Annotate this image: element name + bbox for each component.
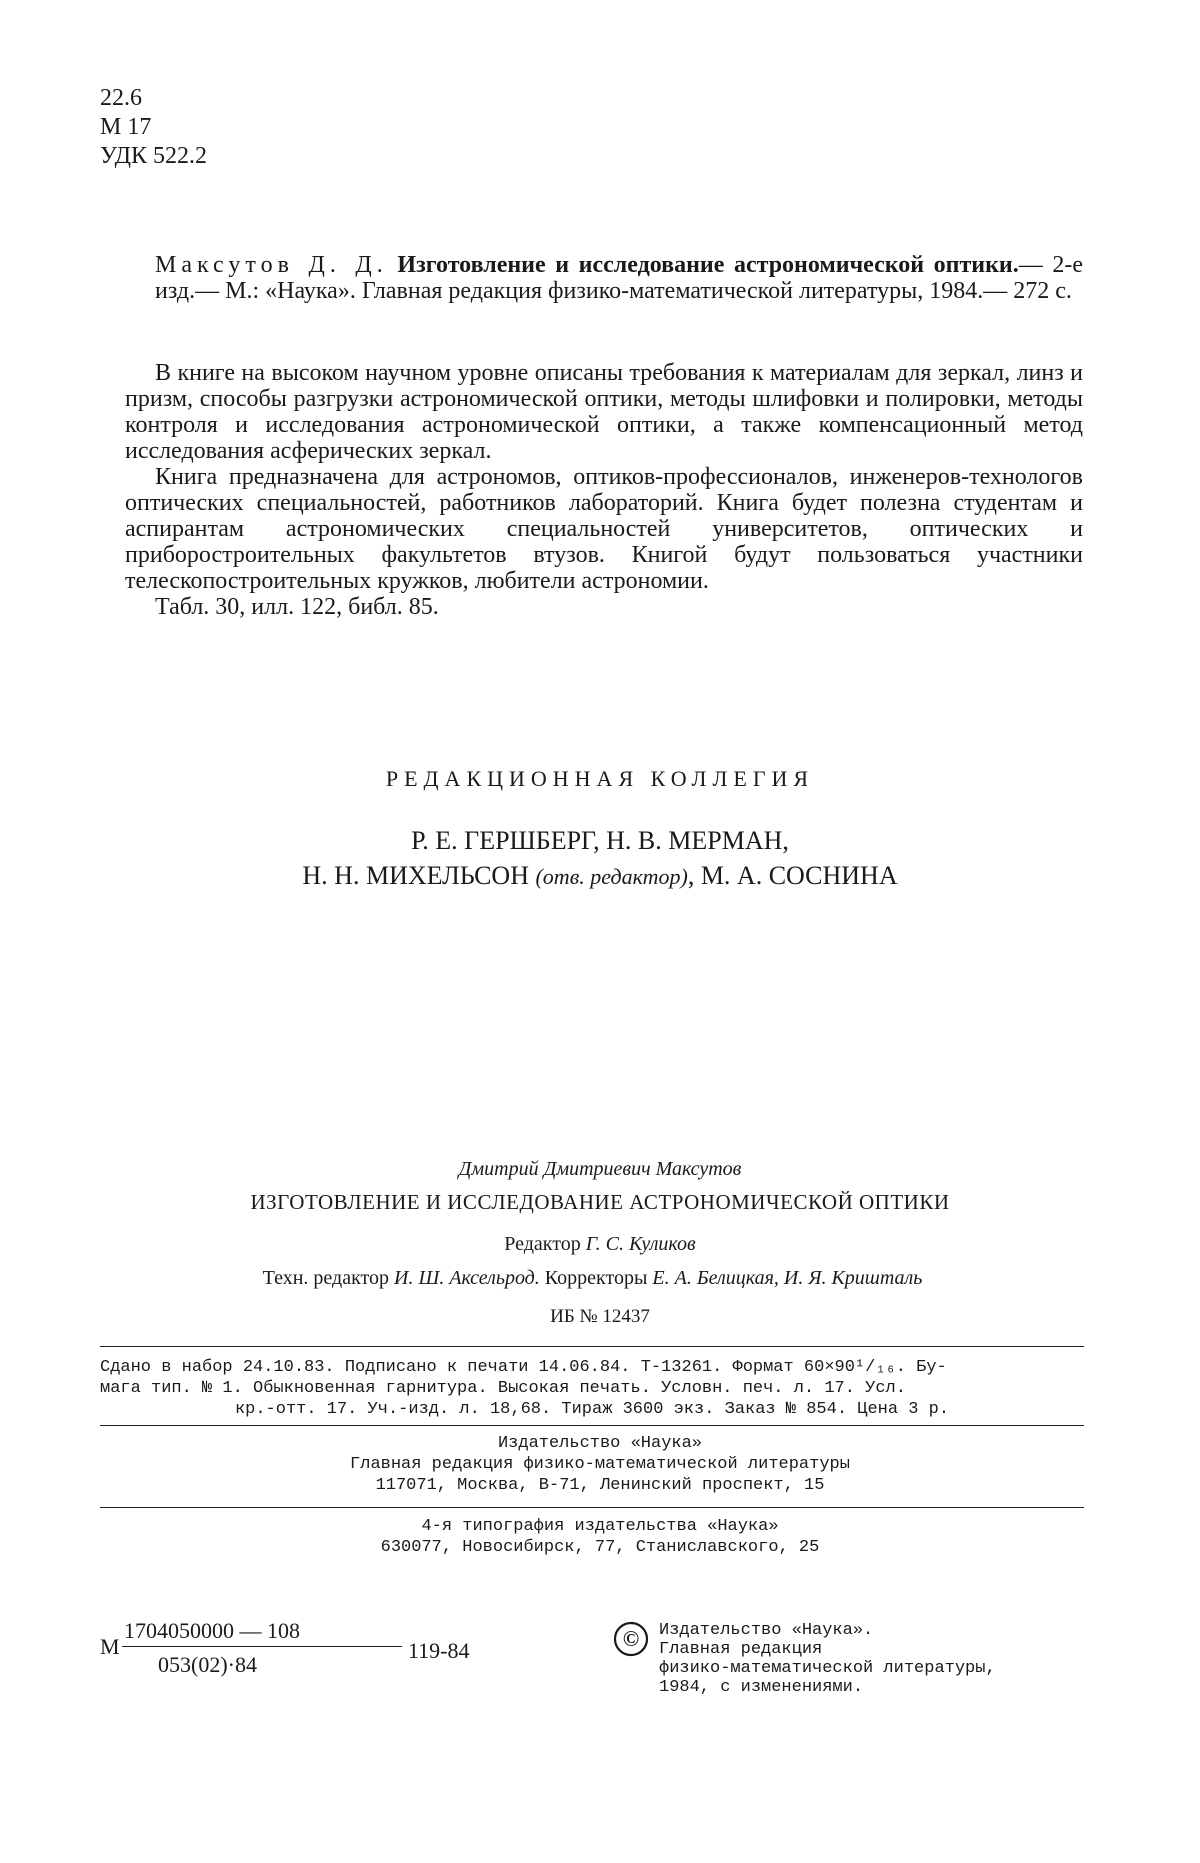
copyright-line-3: физико-математической литературы, [659,1659,996,1678]
udc-index: УДК 522.2 [100,143,207,169]
divider-lower [100,1507,1084,1508]
editorial-board-heading: РЕДАКЦИОННАЯ КОЛЛЕГИЯ [385,766,815,791]
catalog-code-numerator: 1704050000 — 108 [124,1618,300,1643]
abstract [125,360,1083,620]
copyright-icon [613,1621,649,1657]
editorial-board-line-1: Р. Е. ГЕРШБЕРГ, Н. В. МЕРМАН, [411,826,789,855]
publisher-address: 117071, Москва, В-71, Ленинский проспект, 15 [375,1476,825,1495]
publisher-division: Главная редакция физико-математической литературы [350,1455,850,1474]
catalog-code-denominator: 053(02)·84 [158,1652,257,1677]
bibliographic-citation [155,252,1083,304]
citation-title: Изготовление и исследование астрономической оптики. [397,252,1019,278]
editor-label: Редактор [504,1233,586,1255]
publisher-name: Издательство «Наука» [497,1434,703,1453]
classification-block [100,84,207,171]
colophon-technical-staff [100,1267,1085,1290]
copyright-text [659,1621,996,1697]
print-data-block [100,1357,1084,1420]
copyright-symbol: © [622,1626,640,1651]
editorial-board-line-2 [0,861,1200,891]
ib-number: ИБ № 12437 [550,1306,650,1327]
catalog-code-suffix: 119-84 [408,1638,470,1663]
colophon-title: ИЗГОТОВЛЕНИЕ И ИССЛЕДОВАНИЕ АСТРОНОМИЧЕСКОЙ ОПТИКИ [250,1190,950,1214]
printer-address: 630077, Новосибирск, 77, Станиславского, 25 [380,1538,820,1557]
abstract-paragraph-stats: Табл. 30, илл. 122, библ. 85. [155,594,439,620]
citation-author: Максутов Д. Д. [155,252,388,278]
proofreaders-names: Е. А. Белицкая, И. Я. Кришталь [652,1267,923,1289]
tech-editor-name: И. Ш. Аксельрод. [394,1267,540,1289]
print-data-line-1: Сдано в набор 24.10.83. Подписано к печати 14.06.84. Т-13261. Формат 60×90¹/₁₆. Бу- [100,1358,947,1377]
editor-name: Г. С. Куликов [585,1233,696,1255]
board-member-chief: Н. Н. МИХЕЛЬСОН [302,861,536,890]
bbk-index: 22.6 [100,85,142,111]
catalog-code-letter: М [100,1634,120,1659]
printer-block [0,1516,1200,1558]
proofreaders-label: Корректоры [539,1267,653,1289]
abstract-paragraph-audience: Книга предназначена для астрономов, оптиков-профессионалов, инженеров-технологов оптических специальностей, работников лабораторий. Книга будет полезна студентам и аспирантам астрономических специальностей университетов, оптических и приборостроительных факультетов втузов. Книгой будут пользоваться участники телескопостроительных кружков, любители астрономии. [125,464,1083,594]
colophon-editor [0,1233,1200,1256]
author-mark: М 17 [100,114,152,140]
board-role: (отв. редактор) [535,864,688,889]
catalog-code-fraction-line [122,1646,402,1647]
tech-editor-label: Техн. редактор [262,1267,395,1289]
divider-middle [100,1425,1084,1426]
divider-top [100,1346,1084,1347]
publisher-block [0,1433,1200,1496]
print-data-line-2: мага тип. № 1. Обыкновенная гарнитура. Высокая печать. Условн. печ. л. 17. Усл. [100,1379,906,1398]
board-member-last: , М. А. СОСНИНА [687,861,898,890]
printer-name: 4-я типография издательства «Наука» [421,1517,779,1536]
copyright-line-2: Главная редакция [659,1640,823,1659]
copyright-line-1: Издательство «Наука». [659,1621,874,1640]
colophon-author: Дмитрий Дмитриевич Максутов [458,1158,742,1180]
abstract-paragraph-content: В книге на высоком научном уровне описаны требования к материалам для зеркал, линз и призм, способы разгрузки астрономической оптики, методы шлифовки и полировки, методы контроля и исследования астрономической оптики, а также компенсационный метод исследования асферических зеркал. [125,360,1083,464]
copyright-line-4: 1984, с изменениями. [659,1678,864,1697]
print-data-line-3: кр.-отт. 17. Уч.-изд. л. 18,68. Тираж 3600 экз. Заказ № 854. Цена 3 р. [234,1400,950,1419]
citation-details: — 2-е изд.— М.: «Наука». Главная редакция физико-математической литературы, 1984.— 272 с. [155,252,1083,304]
